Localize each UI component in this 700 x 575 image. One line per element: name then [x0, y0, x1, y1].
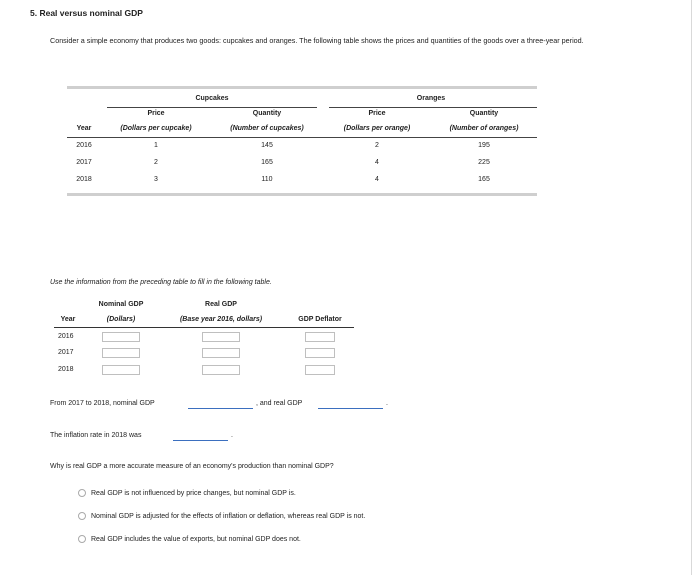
- row-orange-price: 4: [375, 159, 379, 166]
- fill-year-2017: 2017: [58, 349, 74, 356]
- unit-orange-qty: (Number of oranges): [449, 125, 519, 132]
- intro-text: Consider a simple economy that produces two goods: cupcakes and oranges. The following table shows the prices and quantities of the goods over a three-year period.: [50, 36, 584, 45]
- group-cupcakes: Cupcakes: [195, 95, 229, 102]
- q2-part2: .: [231, 432, 233, 439]
- col-real-unit: (Base year 2016, dollars): [179, 316, 263, 323]
- table-bottom-rule: [67, 193, 537, 196]
- col-orange-price: Price: [368, 110, 386, 117]
- row-orange-qty: 165: [478, 176, 490, 183]
- q1-part2: , and real GDP: [256, 400, 303, 407]
- nominal-gdp-change-dropdown[interactable]: [188, 408, 253, 409]
- row-year: 2016: [76, 142, 92, 149]
- inflation-rate-input[interactable]: [173, 440, 228, 441]
- row-orange-price: 4: [375, 176, 379, 183]
- row-cupcake-price: 2: [154, 159, 158, 166]
- price-quantity-table: [67, 86, 537, 198]
- cupcakes-underline: [107, 107, 317, 108]
- q1-part3: .: [386, 400, 388, 407]
- row-orange-qty: 195: [478, 142, 490, 149]
- col-year: Year: [60, 316, 76, 323]
- fill-year-2018: 2018: [58, 366, 74, 373]
- fill-header-rule: [54, 327, 354, 328]
- row-orange-qty: 225: [478, 159, 490, 166]
- col-cupcake-price: Price: [147, 110, 165, 117]
- row-cupcake-qty: 145: [261, 142, 273, 149]
- unit-orange-price: (Dollars per orange): [343, 125, 411, 132]
- row-orange-price: 2: [375, 142, 379, 149]
- real-gdp-change-dropdown[interactable]: [318, 408, 383, 409]
- option-label: Real GDP includes the value of exports, but nominal GDP does not.: [91, 535, 301, 543]
- real-gdp-2016-input[interactable]: [202, 332, 240, 342]
- group-oranges: Oranges: [416, 95, 446, 102]
- col-cupcake-quantity: Quantity: [252, 110, 282, 117]
- col-nominal-gdp: Nominal GDP: [98, 301, 144, 308]
- col-real-gdp: Real GDP: [205, 301, 237, 308]
- q3-question: Why is real GDP a more accurate measure of an economy's production than nominal GDP?: [50, 463, 334, 470]
- radio-button[interactable]: [78, 512, 86, 520]
- table-top-rule: [67, 86, 537, 89]
- real-gdp-2017-input[interactable]: [202, 348, 240, 358]
- radio-button[interactable]: [78, 535, 86, 543]
- q2-part1: The inflation rate in 2018 was: [50, 432, 142, 439]
- question-title: 5. Real versus nominal GDP: [30, 8, 143, 18]
- header-rule: [67, 137, 537, 138]
- radio-button[interactable]: [78, 489, 86, 497]
- row-cupcake-qty: 110: [261, 176, 273, 183]
- answer-option-3[interactable]: [78, 535, 301, 543]
- row-cupcake-price: 3: [154, 176, 158, 183]
- row-year: 2018: [76, 176, 92, 183]
- answer-option-2[interactable]: [78, 512, 365, 520]
- col-nominal-unit: (Dollars): [106, 316, 136, 323]
- q1-part1: From 2017 to 2018, nominal GDP: [50, 400, 155, 407]
- gdp-deflator-2018-input[interactable]: [305, 365, 335, 375]
- nominal-gdp-2016-input[interactable]: [102, 332, 140, 342]
- nominal-gdp-2017-input[interactable]: [102, 348, 140, 358]
- instruction-text: Use the information from the preceding table to fill in the following table.: [50, 279, 272, 286]
- col-gdp-deflator: GDP Deflator: [298, 316, 342, 323]
- option-label: Nominal GDP is adjusted for the effects of inflation or deflation, whereas real GDP is not.: [91, 512, 366, 520]
- page-edge: [691, 0, 692, 575]
- gdp-deflator-2016-input[interactable]: [305, 332, 335, 342]
- unit-cupcake-qty: (Number of cupcakes): [230, 125, 304, 132]
- real-gdp-2018-input[interactable]: [202, 365, 240, 375]
- gdp-deflator-2017-input[interactable]: [305, 348, 335, 358]
- nominal-gdp-2018-input[interactable]: [102, 365, 140, 375]
- answer-option-1[interactable]: [78, 489, 296, 497]
- row-year: 2017: [76, 159, 92, 166]
- row-cupcake-qty: 165: [261, 159, 273, 166]
- fill-year-2016: 2016: [58, 333, 74, 340]
- unit-cupcake-price: (Dollars per cupcake): [120, 125, 192, 132]
- option-label: Real GDP is not influenced by price changes, but nominal GDP is.: [91, 489, 296, 497]
- col-orange-quantity: Quantity: [469, 110, 499, 117]
- oranges-underline: [329, 107, 537, 108]
- col-year: Year: [76, 125, 92, 132]
- row-cupcake-price: 1: [154, 142, 158, 149]
